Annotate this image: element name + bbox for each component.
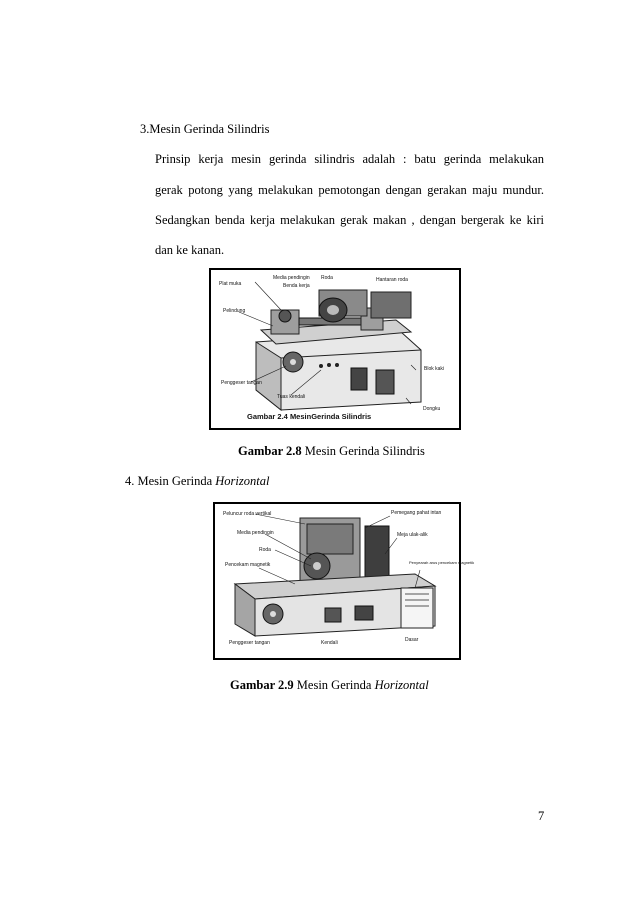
label-plat-muka: Plat muka: [219, 281, 242, 287]
label-benda-kerja: Benda kerja: [283, 283, 310, 289]
label-tuas-kendali: Tuas kendali: [277, 394, 306, 400]
label-pelindung: Pelindung: [223, 308, 246, 314]
paragraph-line-1: Prinsip kerja mesin gerinda silindris adalah : batu gerinda melakukan: [155, 152, 544, 166]
paragraph-line-4: dan ke kanan.: [155, 243, 225, 257]
label-meja-ulak-alik: Meja ulak-alik: [397, 532, 428, 538]
paragraph-line-2: gerak potong yang melakukan pemotongan dengan gerakan maju mundur.: [155, 183, 544, 197]
horizontal-grinder-illustration: [215, 504, 475, 658]
caption-2-9-italic: Horizontal: [374, 678, 429, 692]
label-dongkrak: Dongku: [423, 406, 441, 412]
label-kendali: Kendali: [321, 640, 338, 646]
label-penggeser-tangan-2: Penggeser tangan: [229, 640, 270, 646]
label-roda-2: Roda: [259, 547, 271, 553]
caption-2-9-number: Gambar 2.9: [230, 678, 294, 692]
cylindrical-grinder-illustration: [211, 270, 459, 428]
figure-cylindrical-grinder: [209, 268, 461, 430]
label-penyearah-arus: Penyearah arus pencekam magnetik: [409, 560, 475, 565]
section4-heading: [125, 474, 269, 489]
figure-inner-caption: Gambar 2.4 MesinGerinda Silindris: [247, 412, 372, 421]
label-peluncur-roda-vertikal: Peluncur roda vertikal: [223, 511, 272, 517]
label-pencekam-magnetik: Pencekam magnetik: [225, 562, 271, 568]
figure-horizontal-grinder: [213, 502, 475, 660]
caption-2-9-text: Mesin Gerinda: [293, 678, 375, 692]
label-media-pendingin-2: Media pendingin: [237, 530, 274, 536]
label-pemegang-pahat-intan: Pemegang pahat intan: [391, 510, 442, 516]
paragraph-line-3: Sedangkan benda kerja melakukan gerak makan , dengan bergerak ke kiri: [155, 213, 544, 227]
page-number: 7: [538, 809, 545, 823]
label-penggeser-tangan: Penggeser tangan: [221, 380, 262, 386]
section4-heading-text: 4. Mesin Gerinda: [125, 474, 216, 488]
caption-2-8-number: Gambar 2.8: [238, 444, 302, 458]
figure-caption-2-9: [230, 678, 429, 693]
label-roda: Roda: [321, 275, 333, 281]
section3-heading: 3.Mesin Gerinda Silindris: [140, 122, 270, 136]
label-hantaran-roda: Hantaran roda: [376, 277, 408, 283]
figure-caption-2-8: [238, 444, 425, 459]
label-dasar: Dasar: [405, 637, 419, 643]
label-media-pendingin: Media pendingin: [273, 275, 310, 281]
caption-2-8-text: Mesin Gerinda Silindris: [301, 444, 425, 458]
section4-heading-italic: Horizontal: [215, 474, 270, 488]
label-blok-kaki: Blok kaki: [424, 366, 445, 372]
